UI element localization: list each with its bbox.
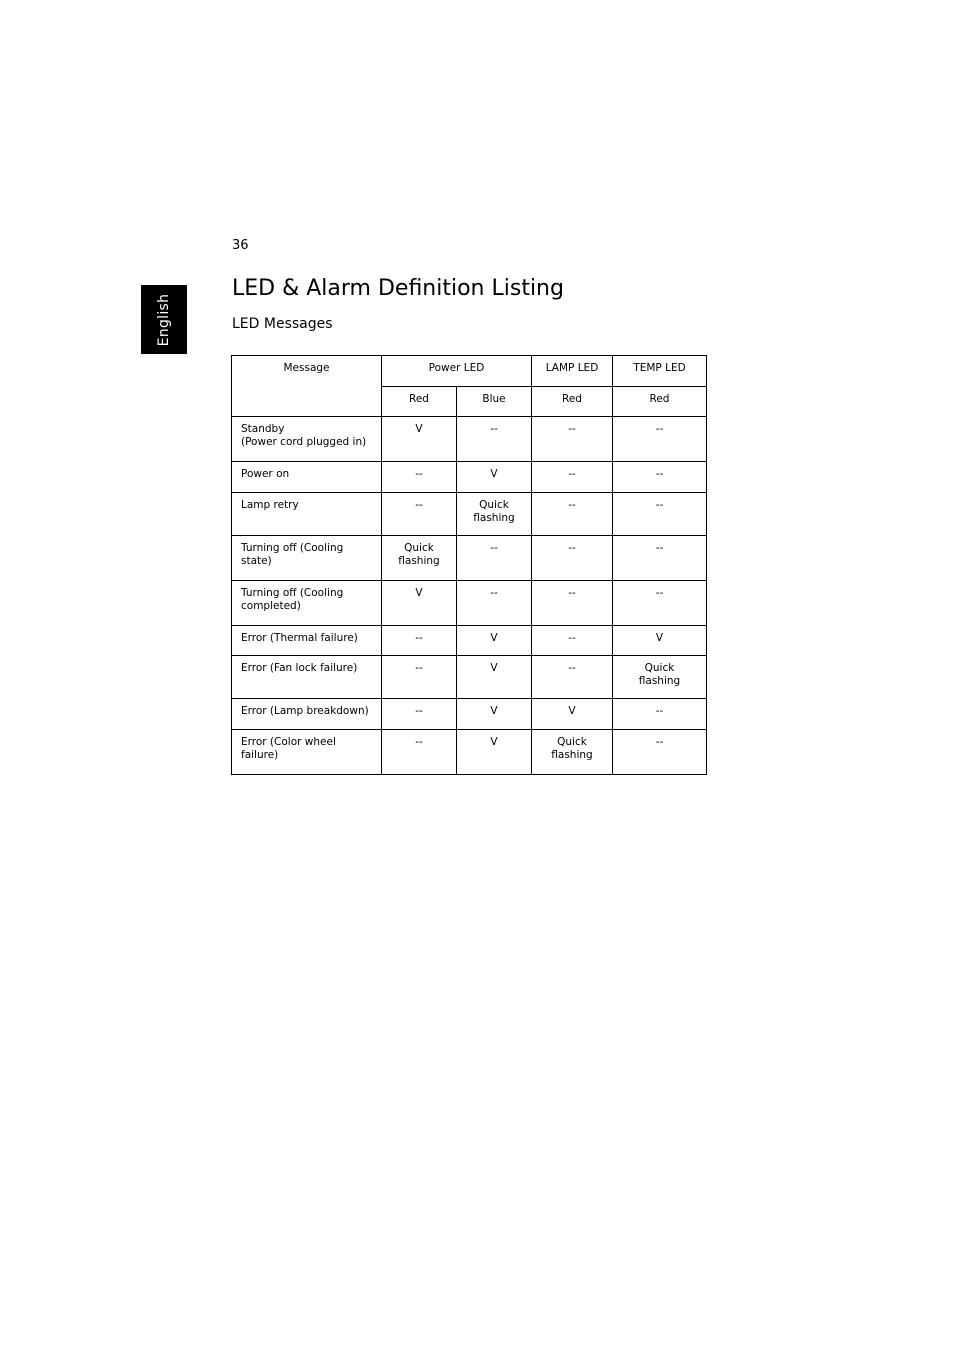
header-lamp-led: LAMP LED [532, 356, 613, 387]
row-power-blue: -- [457, 581, 532, 626]
row-power-blue: Quick flashing [457, 493, 532, 536]
table-row [232, 656, 707, 699]
table-row [232, 626, 707, 656]
row-message: Error (Fan lock failure) [232, 656, 382, 699]
row-temp: V [613, 626, 707, 656]
row-message: Error (Thermal failure) [232, 626, 382, 656]
header-temp-red: Red [613, 387, 707, 417]
page-number: 36 [232, 238, 249, 253]
row-lamp: -- [532, 417, 613, 462]
row-message: Lamp retry [232, 493, 382, 536]
row-lamp: V [532, 699, 613, 730]
table-row [232, 536, 707, 581]
section-subtitle: LED Messages [232, 316, 333, 332]
row-power-blue: V [457, 626, 532, 656]
table-row [232, 493, 707, 536]
row-temp: -- [613, 581, 707, 626]
row-power-red: -- [382, 699, 457, 730]
led-messages-table [231, 355, 707, 775]
table-row [232, 730, 707, 775]
table-row [232, 417, 707, 462]
header-power-red: Red [382, 387, 457, 417]
row-power-blue: V [457, 656, 532, 699]
row-power-red: V [382, 581, 457, 626]
row-power-blue: V [457, 699, 532, 730]
row-power-blue: V [457, 462, 532, 493]
row-power-blue: V [457, 730, 532, 775]
row-power-red: -- [382, 656, 457, 699]
row-message: Power on [232, 462, 382, 493]
row-temp: -- [613, 730, 707, 775]
row-lamp: -- [532, 493, 613, 536]
table-row [232, 699, 707, 730]
header-lamp-red: Red [532, 387, 613, 417]
row-temp: Quick flashing [613, 656, 707, 699]
row-temp: -- [613, 417, 707, 462]
row-power-red: Quick flashing [382, 536, 457, 581]
header-power-led: Power LED [382, 356, 532, 387]
row-lamp: -- [532, 581, 613, 626]
row-message: Error (Lamp breakdown) [232, 699, 382, 730]
table-row [232, 462, 707, 493]
row-lamp: -- [532, 536, 613, 581]
row-message: Standby (Power cord plugged in) [232, 417, 382, 462]
row-lamp: -- [532, 656, 613, 699]
header-message: Message [232, 356, 382, 417]
table-header-row [232, 356, 707, 387]
row-lamp: -- [532, 462, 613, 493]
header-temp-led: TEMP LED [613, 356, 707, 387]
header-power-blue: Blue [457, 387, 532, 417]
row-power-red: -- [382, 730, 457, 775]
row-message: Turning off (Cooling completed) [232, 581, 382, 626]
row-power-red: -- [382, 493, 457, 536]
row-message: Turning off (Cooling state) [232, 536, 382, 581]
row-power-blue: -- [457, 536, 532, 581]
row-power-red: -- [382, 626, 457, 656]
row-temp: -- [613, 462, 707, 493]
row-lamp: Quick flashing [532, 730, 613, 775]
language-side-tab [141, 285, 187, 354]
row-temp: -- [613, 493, 707, 536]
row-message: Error (Color wheel failure) [232, 730, 382, 775]
row-temp: -- [613, 699, 707, 730]
row-power-red: V [382, 417, 457, 462]
page-title: LED & Alarm Definition Listing [232, 276, 564, 301]
table-row [232, 581, 707, 626]
row-temp: -- [613, 536, 707, 581]
row-lamp: -- [532, 626, 613, 656]
row-power-red: -- [382, 462, 457, 493]
row-power-blue: -- [457, 417, 532, 462]
language-side-tab-label: English [156, 293, 172, 346]
